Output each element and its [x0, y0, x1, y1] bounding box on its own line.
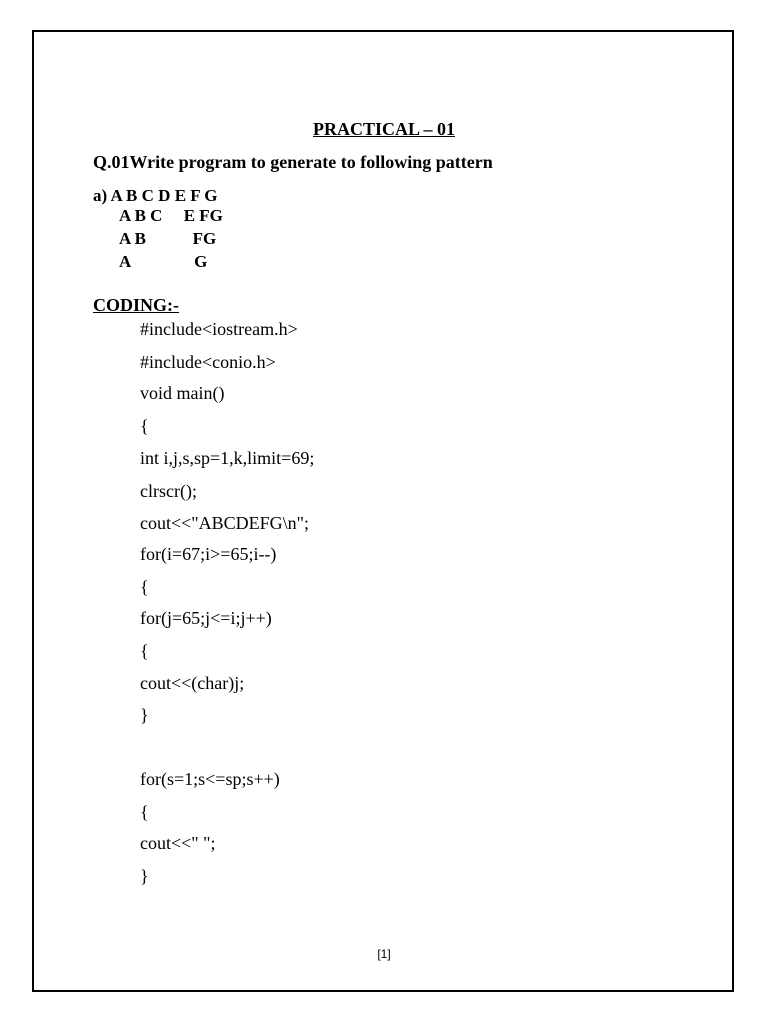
code-line: #include<iostream.h>: [140, 319, 298, 339]
code-line: cout<<"ABCDEFG\n";: [140, 513, 310, 533]
pattern-line-1: a) A B C D E F G: [93, 186, 218, 205]
code-line: #include<conio.h>: [140, 352, 276, 372]
code-line: }: [140, 705, 149, 725]
code-line: {: [140, 641, 149, 661]
pattern-line-4: A G: [119, 252, 208, 271]
code-line: {: [140, 802, 149, 822]
code-line: {: [140, 416, 149, 436]
pattern-line-2: A B C E FG: [119, 206, 223, 225]
code-line: }: [140, 866, 149, 886]
code-line: clrscr();: [140, 481, 197, 501]
pattern-line-3: A B FG: [119, 229, 217, 248]
code-line: {: [140, 577, 149, 597]
code-line: for(s=1;s<=sp;s++): [140, 769, 280, 789]
code-line: cout<<(char)j;: [140, 673, 245, 693]
page-title: PRACTICAL – 01: [312, 119, 455, 139]
code-line: void main(): [140, 383, 225, 403]
coding-heading: CODING:-: [93, 295, 179, 315]
page-number: [1]: [377, 947, 391, 961]
page-border: [32, 30, 734, 992]
code-line: for(i=67;i>=65;i--): [140, 544, 277, 564]
code-line: for(j=65;j<=i;j++): [140, 608, 272, 628]
code-line: cout<<" ";: [140, 833, 216, 853]
question-text: Q.01Write program to generate to following pattern: [93, 152, 493, 172]
code-line: int i,j,s,sp=1,k,limit=69;: [140, 448, 315, 468]
